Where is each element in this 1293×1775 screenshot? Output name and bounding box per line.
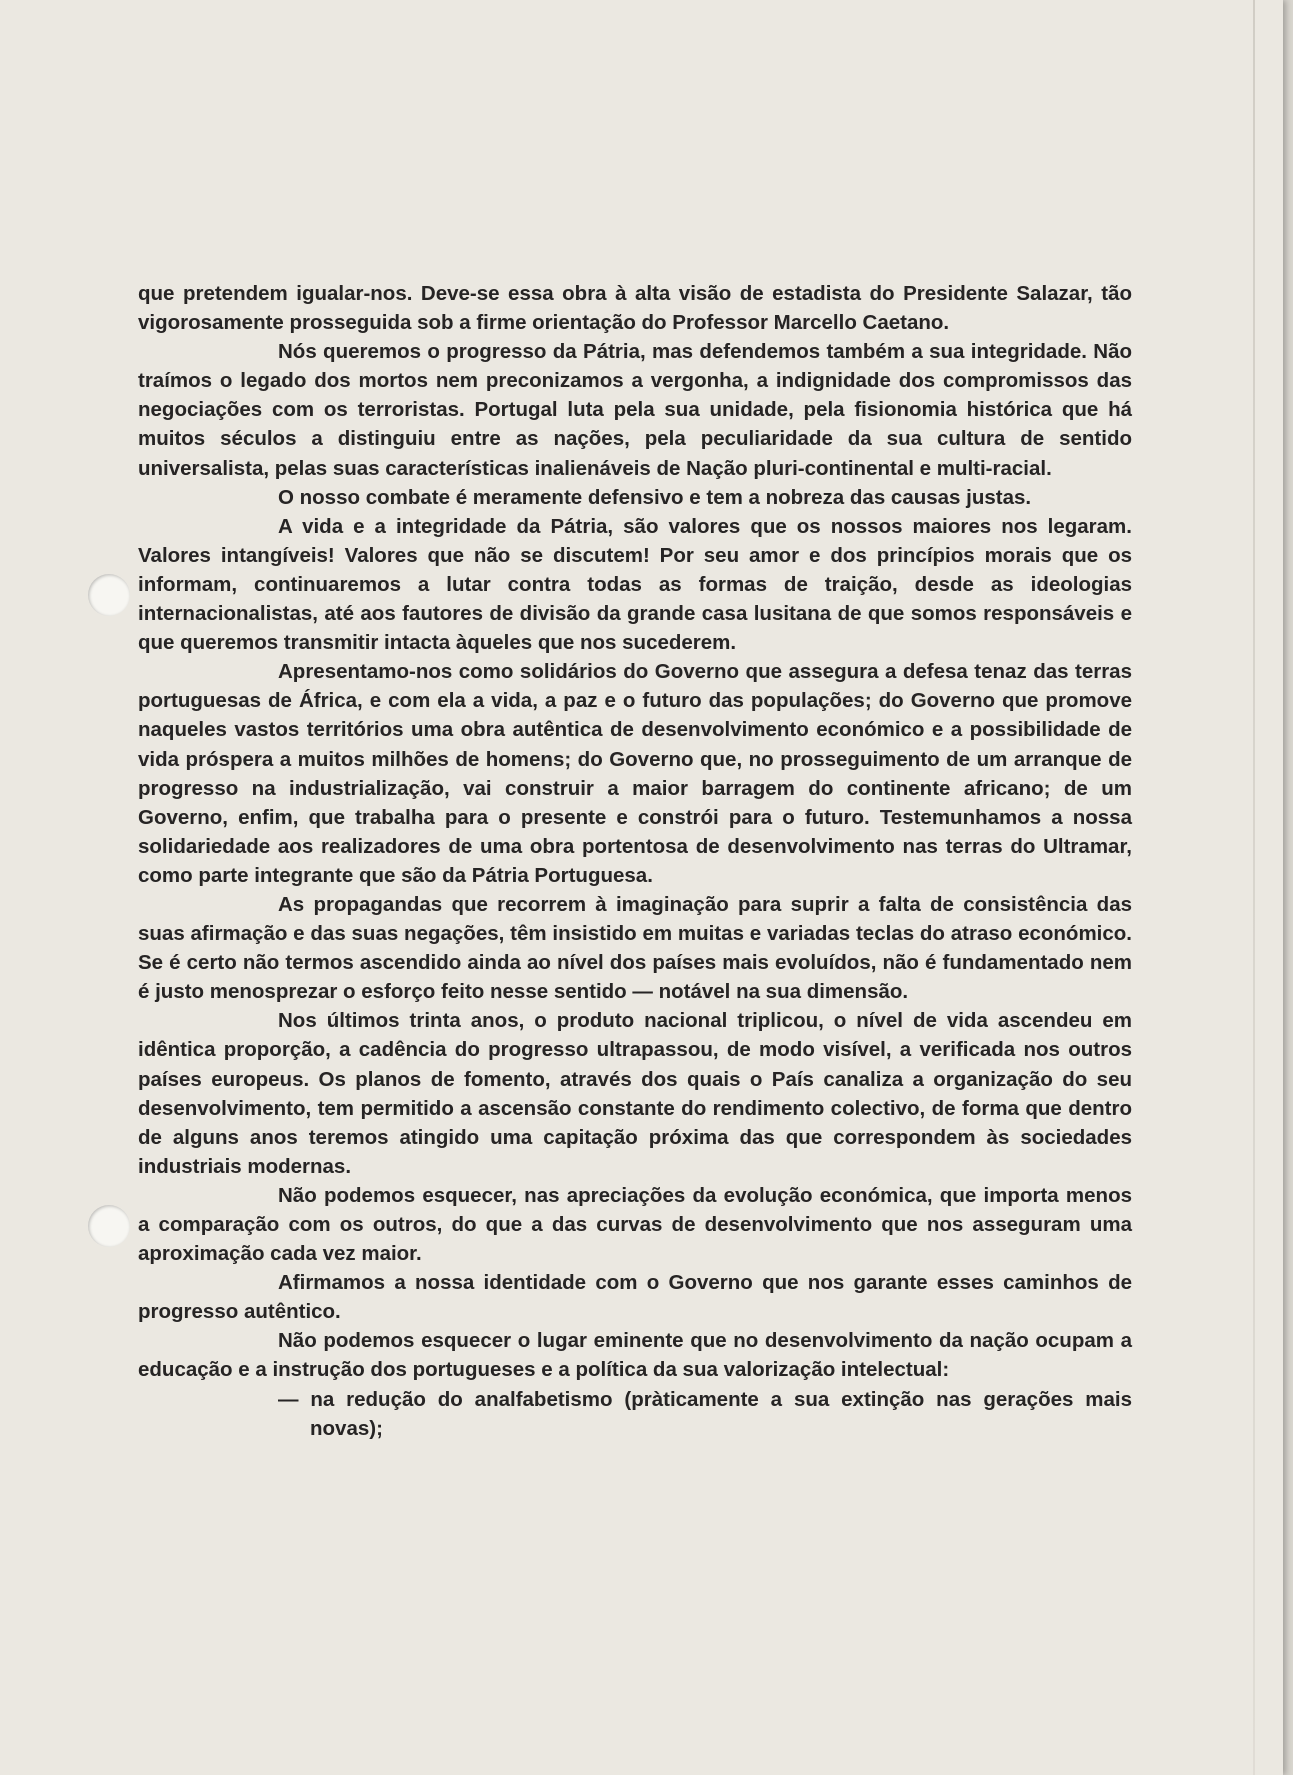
punch-hole-bottom bbox=[88, 1205, 130, 1247]
list-item-dash: — na redução do analfabetismo (pràticamente a sua extinção nas gerações mais novas); bbox=[278, 1387, 1132, 1440]
paragraph-10: Não podemos esquecer o lugar eminente que no desenvolvimento da nação ocupam a educação e a instrução dos portugueses e a política da sua valorização intelectual: bbox=[138, 1329, 1132, 1382]
paragraph-1: que pretendem igualar-nos. Deve-se essa obra à alta visão de estadista do Presidente Salazar, tão vigorosamente prosseguida sob a firme orientação do Professor Marcello Caetano. bbox=[138, 282, 1132, 335]
punch-hole-top bbox=[88, 574, 130, 616]
page-fold-line bbox=[1253, 0, 1255, 1775]
paragraph-6: As propagandas que recorrem à imaginação para suprir a falta de consistência das suas afirmação e das suas negações, têm insistido em muitas e variadas teclas do atraso económico. Se é certo não termos ascendido ainda ao nível dos países mais evoluídos, não é fundamentado nem é justo menosprezar o esforço feito nesse sentido — notável na sua dimensão. bbox=[138, 892, 1132, 1004]
paragraph-4: A vida e a integridade da Pátria, são valores que os nossos maiores nos legaram. Valores intangíveis! Valores que não se discutem! Por seu amor e dos princípios morais que os informam, continuaremos a lutar contra todas as formas de traição, desde as ideologias internacionalistas, até aos fautores de divisão da grande casa lusitana de que somos responsáveis e que queremos transmitir intacta àqueles que nos sucederem. bbox=[138, 514, 1132, 655]
paragraph-9: Afirmamos a nossa identidade com o Governo que nos garante esses caminhos de progresso autêntico. bbox=[138, 1271, 1132, 1324]
paragraph-2: Nós queremos o progresso da Pátria, mas defendemos também a sua integridade. Não traímos o legado dos mortos nem preconizamos a vergonha, a indignidade dos compromissos das negociações com os terroristas. Portugal luta pela sua unidade, pela fisionomia histórica que há muitos séculos a distinguiu entre as nações, pela peculiaridade da sua cultura de sentido universalista, pelas suas características inalienáveis de Nação pluri-continental e multi-racial. bbox=[138, 340, 1132, 480]
paragraph-5: Apresentamo-nos como solidários do Governo que assegura a defesa tenaz das terras portuguesas de África, e com ela a vida, a paz e o futuro das populações; do Governo que promove naqueles vastos territórios uma obra autêntica de desenvolvimento económico e a possibilidade de vida próspera a muitos milhões de homens; do Governo que, no prosseguimento de um arranque de progresso na industrialização, vai construir a maior barragem do continente africano; de um Governo, enfim, que trabalha para o presente e constrói para o futuro. Testemunhamos a nossa solidariedade aos realizadores de uma obra portentosa de desenvolvimento nas terras do Ultramar, como parte integrante que são da Pátria Portuguesa. bbox=[138, 660, 1132, 887]
paragraph-8: Não podemos esquecer, nas apreciações da evolução económica, que importa menos a comparação com os outros, do que a das curvas de desenvolvimento que nos asseguram uma aproximação cada vez maior. bbox=[138, 1183, 1132, 1266]
paragraph-7: Nos últimos trinta anos, o produto nacional triplicou, o nível de vida ascendeu em idêntica proporção, a cadência do progresso ultrapassou, de modo visível, a verificada nos outros países europeus. Os planos de fomento, através dos quais o País canaliza a organização do seu desenvolvimento, tem permitido a ascensão constante do rendimento colectivo, de forma que dentro de alguns anos teremos atingido uma capitação próxima das que correspondem às sociedades industriais modernas. bbox=[138, 1009, 1132, 1178]
paragraph-3: O nosso combate é meramente defensivo e tem a nobreza das causas justas. bbox=[278, 485, 1032, 509]
document-body bbox=[138, 279, 1132, 1443]
